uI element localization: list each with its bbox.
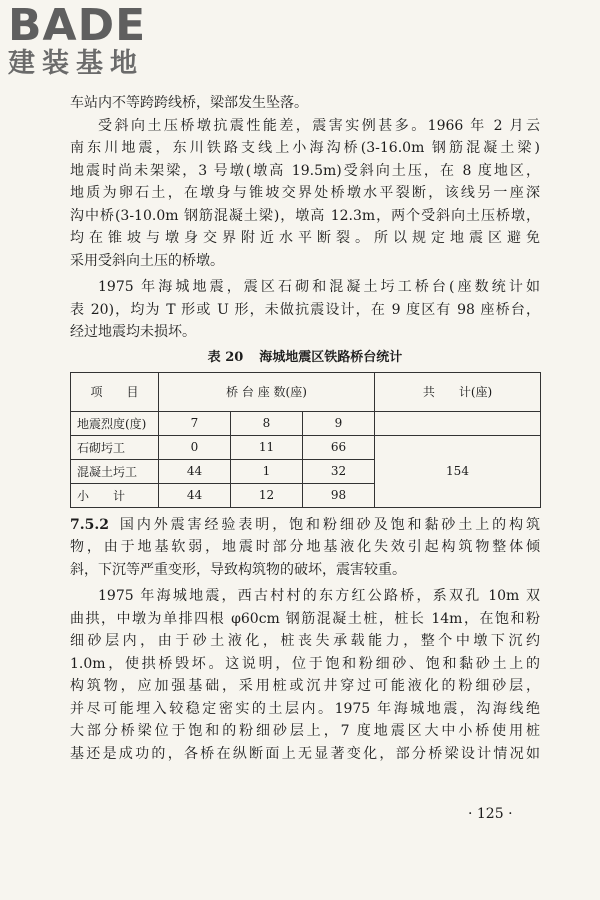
text-line: 物，由于地基软弱，地震时部分地基液化失效引起构筑物整体倾 bbox=[70, 539, 540, 555]
table-cell: 1 bbox=[231, 459, 303, 483]
table-caption-number: 表 20 bbox=[207, 349, 244, 365]
text-line: 曲拱，中墩为单排四根 φ60cm 钢筋混凝土桩，桩长 14m，在饱和粉 bbox=[70, 610, 540, 627]
table-cell: 44 bbox=[159, 459, 231, 483]
text-line: 国内外震害经验表明，饱和粉细砂及饱和黏砂土上的构筑 bbox=[116, 516, 540, 533]
page-number: · 125 · bbox=[468, 806, 513, 822]
text-line: 细砂层内，由于砂土液化，桩丧失承载能力，整个中墩下沉约 bbox=[70, 633, 540, 649]
section-7-5-2 bbox=[70, 514, 540, 582]
table-caption bbox=[70, 346, 540, 370]
section-first-line bbox=[70, 514, 540, 537]
logo-subtitle: 建装基地 bbox=[8, 48, 144, 79]
table-cell-empty bbox=[375, 411, 541, 435]
header-total: 共 计(座) bbox=[375, 372, 541, 411]
row-label: 地震烈度(度) bbox=[71, 411, 159, 435]
total-value: 154 bbox=[375, 435, 541, 507]
text-line: 1.0m，使拱桥毁坏。这说明，位于饱和粉细砂、饱和黏砂土上的 bbox=[70, 655, 540, 672]
section-number: 7.5.2 bbox=[70, 516, 109, 533]
text-line: 构筑物，应加强基础，采用桩或沉井穿过可能液化的粉细砂层， bbox=[70, 678, 540, 694]
text-line: 经过地震均未损坏。 bbox=[70, 324, 196, 340]
text-line: 地质为卵石土，在墩身与锥坡交界处桥墩水平裂断，该线另一座深 bbox=[70, 185, 540, 201]
paragraph-haicheng-bridges bbox=[70, 585, 540, 765]
table-cell: 0 bbox=[159, 435, 231, 459]
text-line: 大部分桥梁位于饱和的粉细砂层上，7 度地震区大中小桥使用桩 bbox=[70, 723, 540, 739]
table-cell: 44 bbox=[159, 483, 231, 507]
row-label: 混凝土圬工 bbox=[71, 459, 159, 483]
text-line: 地震时尚未架梁，3 号墩(墩高 19.5m)受斜向土压，在 8 度地区， bbox=[70, 162, 540, 179]
table-row bbox=[71, 435, 541, 459]
header-item: 项 目 bbox=[71, 372, 159, 411]
table-cell: 66 bbox=[303, 435, 375, 459]
abutment-table bbox=[70, 372, 541, 508]
table-cell: 9 bbox=[303, 411, 375, 435]
text-line: 沟中桥(3-10.0m 钢筋混凝土梁)，墩高 12.3m，两个受斜向土压桥墩， bbox=[70, 207, 540, 224]
page-content bbox=[70, 92, 540, 765]
logo-brand: BADE bbox=[8, 0, 147, 51]
row-label: 石砌圬工 bbox=[71, 435, 159, 459]
text-line: 并尽可能埋入较稳定密实的土层内。1975 年海城地震，沟海线绝 bbox=[70, 700, 540, 717]
table-row bbox=[71, 411, 541, 435]
table-header-row bbox=[71, 372, 541, 411]
table-cell: 98 bbox=[303, 483, 375, 507]
row-label: 小 计 bbox=[71, 483, 159, 507]
text-line: 1975 年海城地震，震区石砌和混凝土圬工桥台(座数统计如 bbox=[98, 279, 540, 295]
logo bbox=[8, 0, 178, 79]
table-cell: 32 bbox=[303, 459, 375, 483]
header-count: 桥 台 座 数(座) bbox=[159, 372, 375, 411]
text-line: 1975 年海城地震，西古村村的东方红公路桥，系双孔 10m 双 bbox=[98, 588, 540, 604]
paragraph-oblique-pressure bbox=[70, 115, 540, 273]
table-cell: 11 bbox=[231, 435, 303, 459]
text-line: 车站内不等跨跨线桥，梁部发生坠落。 bbox=[70, 95, 308, 111]
table-cell: 8 bbox=[231, 411, 303, 435]
text-line: 受斜向土压桥墩抗震性能差，震害实例甚多。1966 年 2 月云 bbox=[98, 117, 540, 134]
table-cell: 12 bbox=[231, 483, 303, 507]
text-line: 表 20)，均为 T 形或 U 形，未做抗震设计，在 9 度区有 98 座桥台， bbox=[70, 301, 540, 318]
text-line: 均在锥坡与墩身交界附近水平断裂。所以规定地震区避免 bbox=[70, 230, 540, 246]
text-line: 南东川地震，东川铁路支线上小海沟桥(3-16.0m 钢筋混凝土梁) bbox=[70, 140, 540, 156]
text-line: 斜，下沉等严重变形，导致构筑物的破坏，震害较重。 bbox=[70, 561, 406, 578]
table-cell: 7 bbox=[159, 411, 231, 435]
text-line: 采用受斜向土压的桥墩。 bbox=[70, 252, 224, 269]
text-line: 基还是成功的，各桥在纵断面上无显著变化，部分桥梁设计情况如 bbox=[70, 745, 540, 762]
table-caption-title: 海城地震区铁路桥台统计 bbox=[259, 349, 403, 365]
paragraph-abutments bbox=[70, 276, 540, 344]
